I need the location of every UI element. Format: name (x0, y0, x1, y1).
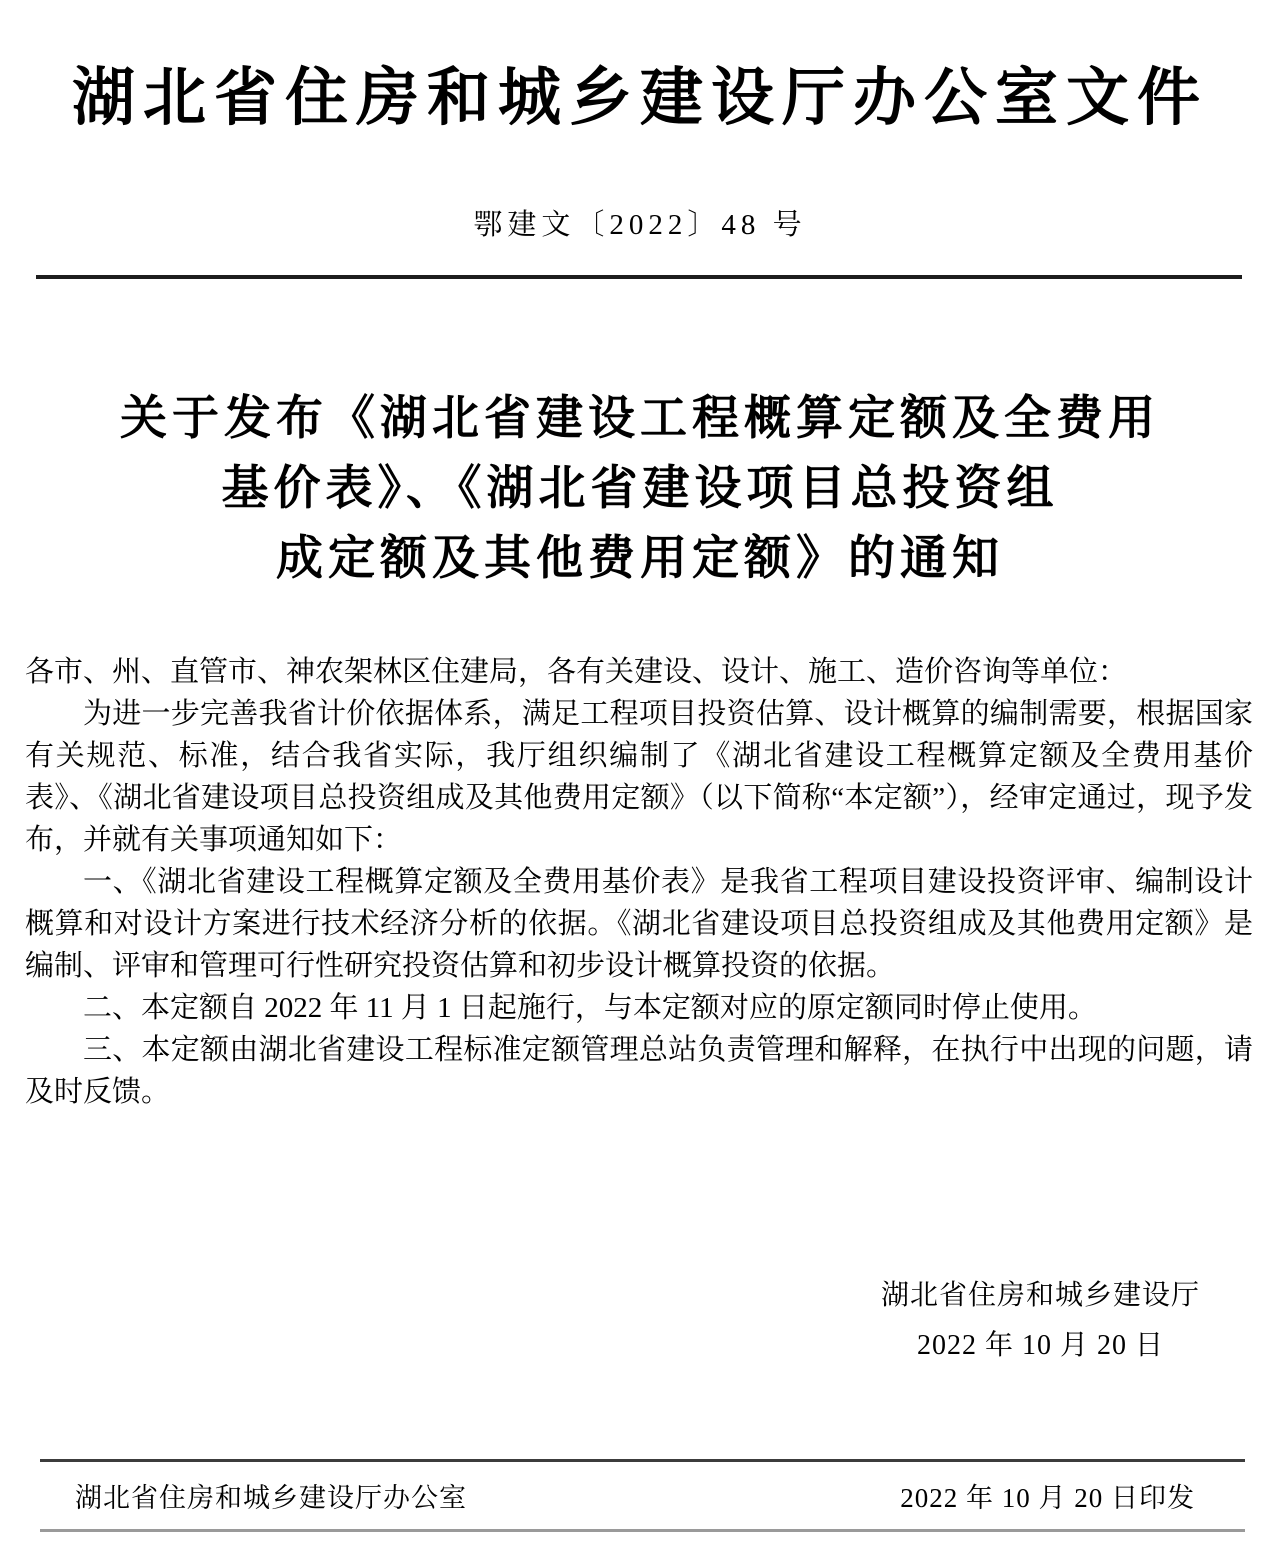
body-paragraph-item-3: 三、本定额由湖北省建设工程标准定额管理总站负责管理和解释，在执行中出现的问题，请及时反馈。 (25, 1033, 1253, 1108)
masthead-divider-line (36, 275, 1242, 279)
notice-title-line-1: 关于发布《湖北省建设工程概算定额及全费用 (120, 390, 1160, 444)
footer-print-date: 2022 年 10 月 20 日印发 (900, 1483, 1195, 1513)
notice-title (0, 383, 1280, 593)
footer-issuing-office: 湖北省住房和城乡建设厅办公室 (75, 1483, 467, 1513)
signature-date: 2022 年 10 月 20 日 (916, 1329, 1164, 1361)
notice-title-line-2: 基价表》、《湖北省建设项目总投资组 (221, 460, 1059, 514)
body-paragraph-intro: 为进一步完善我省计价依据体系，满足工程项目投资估算、设计概算的编制需要，根据国家有关规范、标准，结合我省实际，我厅组织编制了《湖北省建设工程概算定额及全费用基价表》、《湖北省建设项目总投资组成及其他费用定额》（以下简称“本定额”），经审定通过，现予发布，并就有关事项通知如下： (25, 697, 1253, 856)
document-footer (40, 1459, 1245, 1532)
signature-organization: 湖北省住房和城乡建设厅 (880, 1279, 1200, 1311)
document-masthead-title: 湖北省住房和城乡建设厅办公室文件 (72, 63, 1208, 133)
document-number: 鄂建文〔2022〕48 号 (473, 209, 807, 242)
signature-block (0, 1271, 1200, 1371)
body-paragraph-item-1: 一、《湖北省建设工程概算定额及全费用基价表》是我省工程项目建设投资评审、编制设计概算和对设计方案进行技术经济分析的依据。《湖北省建设项目总投资组成及其他费用定额》是编制、评审和管理可行性研究投资估算和初步设计概算投资的依据。 (25, 865, 1253, 982)
salutation-line: 各市、州、直管市、神农架林区住建局，各有关建设、设计、施工、造价咨询等单位： (25, 655, 1128, 688)
notice-title-line-3: 成定额及其他费用定额》的通知 (276, 530, 1004, 584)
footer-divider-bottom (40, 1529, 1245, 1532)
body-paragraph-item-2: 二、本定额自 2022 年 11 月 1 日起施行，与本定额对应的原定额同时停止使用。 (83, 991, 1097, 1024)
notice-body (0, 651, 1280, 1113)
